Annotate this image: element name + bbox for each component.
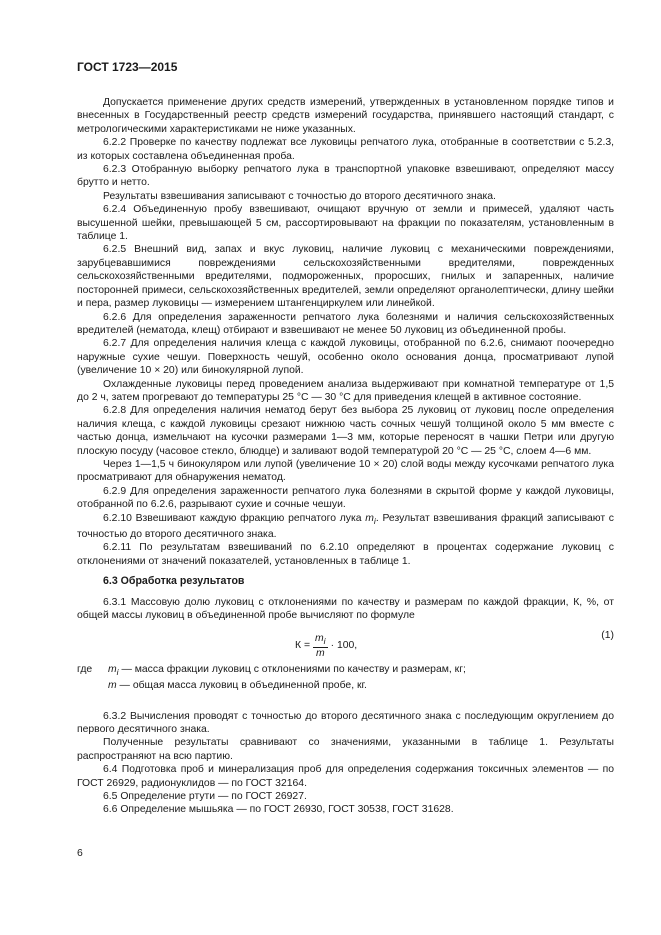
formula-denominator: m xyxy=(315,647,325,659)
paragraph xyxy=(77,512,614,542)
paragraph: 6.2.3 Отобранную выборку репчатого лука в транспортной упаковке взвешивают, определяют массу брутто и нетто. xyxy=(77,164,614,189)
variable: m xyxy=(108,663,117,675)
legend-text: — масса фракции луковиц с отклонениями по качеству и размерам, кг; xyxy=(118,663,466,675)
formula-body xyxy=(295,633,357,660)
paragraph: Охлажденные луковицы перед проведением анализа выдерживают при комнатной температуре от 1,5 до 2 ч, затем прогревают до температуры 25 °С — 30 °С для приведения клещей в активное состояние. xyxy=(77,378,614,403)
variable-subscript: i xyxy=(116,666,119,677)
paragraph: Допускается применение других средств измерений, утвержденных в установленном порядке типов и внесенных в Государственный реестр средств измерений государства, принявшего настоящий стандарт, с метрологическими характеристиками не ниже указанных. xyxy=(77,97,614,135)
paragraph: Полученные результаты сравнивают со значениями, указанными в таблице 1. Результаты распространяют на всю партию. xyxy=(77,737,614,762)
paragraph: 6.4 Подготовка проб и минерализация проб для определения содержания токсичных элементов — по ГОСТ 26929, радионуклидов — по ГОСТ 32164. xyxy=(77,764,614,789)
formula-numerator xyxy=(313,633,328,648)
paragraph: 6.2.6 Для определения зараженности репчатого лука болезнями и наличия сельскохозяйственных вредителей (нематода, клещ) отбирают и взвешивают не менее 50 луковиц из объединенной пробы. xyxy=(77,311,614,336)
paragraph: 6.2.11 По результатам взвешиваний по 6.2.10 определяют в процентах содержание луковиц с отклонениями от значений показателей, установленных в таблице 1. xyxy=(77,542,614,567)
formula-legend xyxy=(77,663,614,703)
paragraph: 6.2.2 Проверке по качеству подлежат все луковицы репчатого лука, отобранные в соответствии с 5.2.3, из которых составлена объединенная проба. xyxy=(77,137,614,162)
paragraph: 6.2.8 Для определения наличия нематод берут без выбора 25 луковиц от луковиц после определения наличия клеща, с каждой луковицы срезают нижнюю часть сочных чешуй толщиной около 5 мм вместе с частью донца, измельчают на кусочки размерами 1—3 мм, которые переносят в чашки Петри или другую плоскую посуду (часовое стекло, блюдце) и заливают водой температурой 20 °С — 25 °С, слоем 4—6 мм. xyxy=(77,405,614,457)
legend-text: — общая масса луковиц в объединенной пробе, кг. xyxy=(116,679,367,691)
document-body xyxy=(77,96,614,817)
variable: m xyxy=(365,512,374,524)
paragraph: 6.3.1 Массовую долю луковиц с отклонениями по качеству и размерам по каждой фракции, К, %, от общей массы луковиц в объединенной пробе вычисляют по формуле xyxy=(77,596,614,622)
variable: m xyxy=(108,679,117,691)
variable-subscript: i xyxy=(323,635,326,646)
formula-fraction xyxy=(313,633,328,660)
paragraph-text: 6.2.10 Взвешивают каждую фракцию репчатого лука xyxy=(103,512,366,524)
equation-number: (1) xyxy=(601,629,614,641)
paragraph: Результаты взвешивания записывают с точностью до второго десятичного знака. xyxy=(103,190,496,202)
paragraph-text: . Результат взвешивания фракций записывают с точностью до второго десятичного знака. xyxy=(77,512,614,541)
paragraph: 6.2.5 Внешний вид, запах и вкус луковиц, наличие луковиц с механическими повреждениями, зарубцевавшимися повреждениями сельскохозяйственными вредителями, поврежденных сельскохозяйственными вредителями, подмороженных, проросших, гнилых и запаренных, наличие посторонней примеси, сельскохозяйственных вредителей, земли определяют органолептически, длину шейки и пера, размер луковицы — измерением штангенциркулем или линейкой. xyxy=(77,244,614,310)
section-heading: 6.3 Обработка результатов xyxy=(103,575,245,588)
formula-tail: · 100, xyxy=(330,640,358,652)
variable-subscript: i xyxy=(373,515,376,526)
variable: m xyxy=(315,632,324,644)
paragraph: 6.5 Определение ртути — по ГОСТ 26927. xyxy=(103,790,307,802)
paragraph: 6.6 Определение мышьяка — по ГОСТ 26930, ГОСТ 30538, ГОСТ 31628. xyxy=(103,804,454,816)
page-number: 6 xyxy=(77,848,83,859)
paragraph: 6.3.2 Вычисления проводят с точностью до второго десятичного знака с последующим округлением до первого десятичного знака. xyxy=(77,710,614,735)
legend-item xyxy=(108,663,466,679)
paragraph: 6.2.4 Объединенную пробу взвешивают, очищают вручную от земли и примесей, удаляют часть высушенной шейки, превышающей 5 см, рассортировывают на фракции по показателям, установленным в таблице 1. xyxy=(77,204,614,243)
paragraph: Через 1—1,5 ч бинокуляром или лупой (увеличение 10 × 20) слой воды между кусочками репчатого лука просматривают для обнаружения нематод. xyxy=(77,458,614,484)
paragraph: 6.2.9 Для определения зараженности репчатого лука болезнями в скрытой форме у каждой луковицы, отобранной по 6.2.6, разрывают сухие и сочные чешуи. xyxy=(77,485,614,511)
formula xyxy=(77,629,614,659)
paragraph: 6.2.7 Для определения наличия клеща с каждой луковицы, отобранной по 6.2.6, снимают поочередно наружные сухие чешуи. Поверхность чешуй, особенно около основания донца, просматривают лупой (увеличение 10 × 20) или бинокулярной лупой. xyxy=(77,338,614,377)
legend-item xyxy=(108,679,367,692)
standard-header: ГОСТ 1723—2015 xyxy=(77,60,178,74)
formula-lhs: К = xyxy=(295,640,311,652)
legend-where: где xyxy=(77,663,93,675)
